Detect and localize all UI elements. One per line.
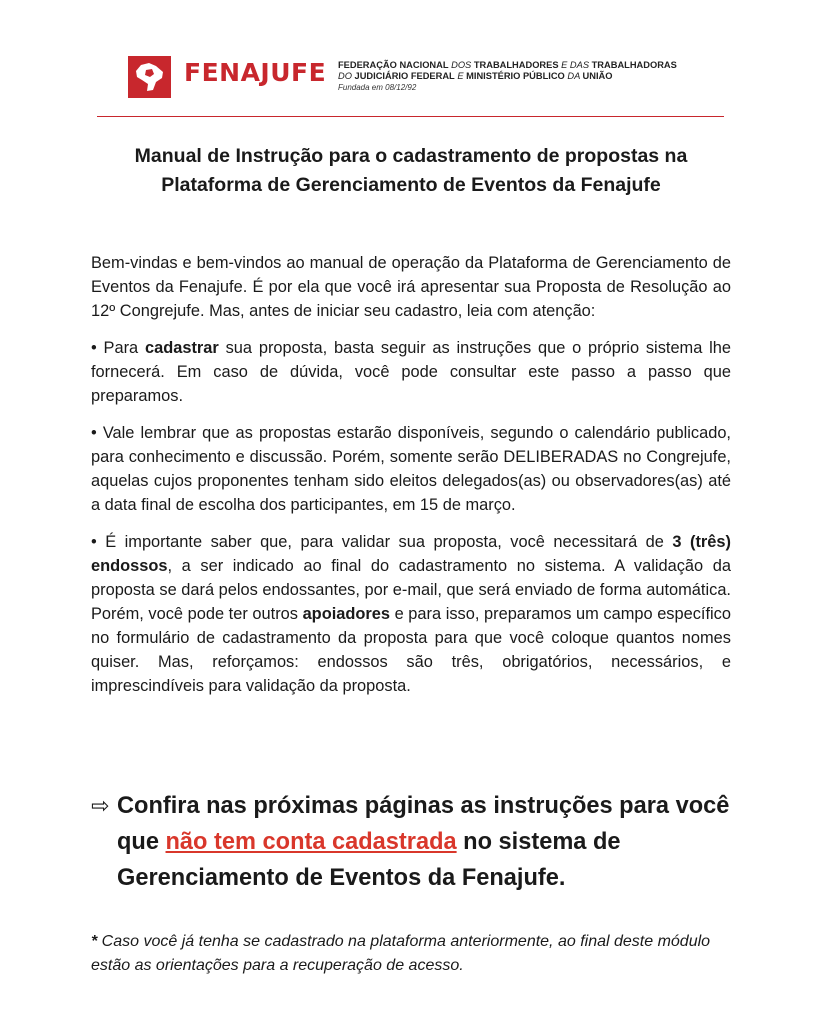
body-text [91, 251, 731, 711]
federation-name [338, 60, 677, 93]
arrow-right-icon: ⇨ [91, 793, 110, 818]
bullet-cadastrar: • Para cadastrar sua proposta, basta seguir as instruções que o próprio sistema lhe fornecerá. Em caso de dúvida, você pode consultar este passo a passo que preparamos. [91, 339, 732, 405]
logo-wordmark: FENAJUFE [184, 58, 327, 87]
footnote: * Caso você já tenha se cadastrado na plataforma anteriormente, ao final deste módulo estão as orientações para a recuperação de acesso. [91, 933, 711, 974]
no-account-link[interactable]: não tem conta cadastrada [165, 829, 457, 855]
intro-paragraph: Bem-vindas e bem-vindos ao manual de operação da Plataforma de Gerenciamento de Eventos da Fenajufe. É por ela que você irá apresentar sua Proposta de Resolução ao 12º Congrejufe. Mas, antes de iniciar seu cadastro, leia com atenção: [91, 254, 731, 320]
page-title: Manual de Instrução para o cadastramento de propostas na Plataforma de Gerenciamento de Eventos da Fenajufe [134, 145, 688, 196]
letterhead [128, 54, 728, 100]
bullet-endossos: • É importante saber que, para validar sua proposta, você necessitará de 3 (três) endossos, a ser indicado ao final do cadastramento no sistema. A validação da proposta se dará pelos endossantes, por e-mail, que será enviado de forma automática. Porém, você pode ter outros apoiadores e para isso, preparamos um campo específico no formulário de cadastramento da proposta para que você coloque quantos nomes quiser. Mas, reforçamos: endossos são três, obrigatórios, necessários, e imprescindíveis para validação da proposta. [91, 533, 731, 695]
brazil-map-icon [132, 60, 167, 94]
header-divider [97, 116, 724, 117]
cta-text: Confira nas próximas páginas as instruções para você que não tem conta cadastrada no sistema de Gerenciamento de Eventos da Fenajufe. [117, 793, 730, 891]
federation-line-2: DO JUDICIÁRIO FEDERAL E MINISTÉRIO PÚBLICO DA UNIÃO [338, 71, 613, 81]
call-to-action [91, 788, 741, 896]
bullet-deliberadas: • Vale lembrar que as propostas estarão disponíveis, segundo o calendário publicado, para conhecimento e discussão. Porém, somente serão DELIBERADAS no Congrejufe, aquelas cujos proponentes tenham sido eleitos delegados(as) ou observadores(as) até a data final de escolha dos participantes, em 15 de março. [91, 424, 731, 514]
federation-line-1: FEDERAÇÃO NACIONAL DOS TRABALHADORES E DAS TRABALHADORAS [338, 60, 677, 70]
fenajufe-logo [128, 56, 171, 98]
founded-date: Fundada em 08/12/92 [338, 83, 417, 92]
